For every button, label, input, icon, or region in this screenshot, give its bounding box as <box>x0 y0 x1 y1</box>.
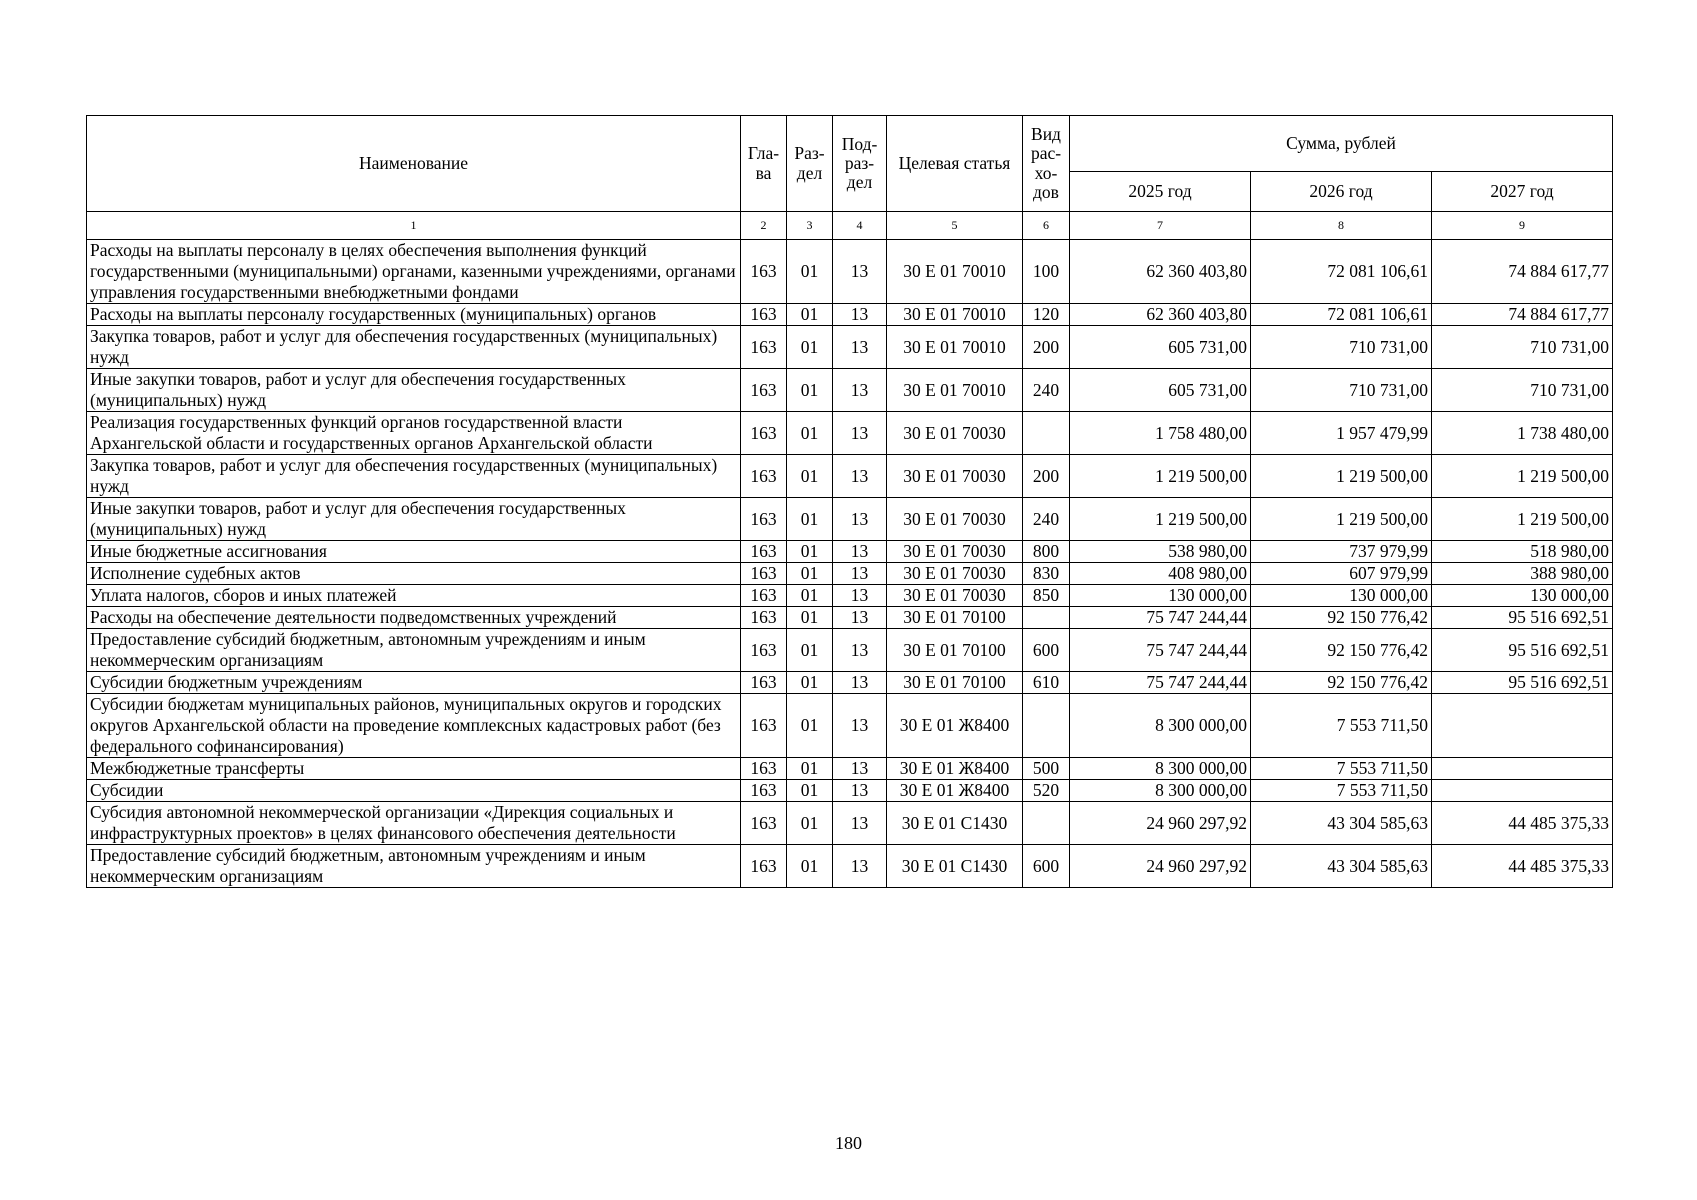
table-row <box>87 455 1613 498</box>
cell-name: Закупка товаров, работ и услуг для обеспечения государственных (муниципальных) нужд <box>87 326 741 369</box>
cell-glava: 163 <box>741 802 787 845</box>
column-number: 8 <box>1251 212 1432 240</box>
cell-razdel: 01 <box>787 369 833 412</box>
cell-vid: 850 <box>1023 585 1070 607</box>
cell-vid <box>1023 412 1070 455</box>
cell-amount-2025: 62 360 403,80 <box>1070 304 1251 326</box>
cell-name: Субсидии бюджетным учреждениям <box>87 672 741 694</box>
cell-name: Межбюджетные трансферты <box>87 758 741 780</box>
table-row <box>87 607 1613 629</box>
cell-amount-2025: 1 219 500,00 <box>1070 498 1251 541</box>
table-row <box>87 498 1613 541</box>
cell-amount-2025: 1 219 500,00 <box>1070 455 1251 498</box>
cell-target: 30 Е 01 С1430 <box>887 845 1023 888</box>
column-number: 9 <box>1432 212 1613 240</box>
cell-amount-2026: 72 081 106,61 <box>1251 240 1432 304</box>
cell-amount-2026: 92 150 776,42 <box>1251 672 1432 694</box>
cell-razdel: 01 <box>787 563 833 585</box>
cell-podrazdel: 13 <box>833 541 887 563</box>
table-row <box>87 758 1613 780</box>
cell-podrazdel: 13 <box>833 758 887 780</box>
cell-vid: 120 <box>1023 304 1070 326</box>
table-row <box>87 304 1613 326</box>
cell-razdel: 01 <box>787 780 833 802</box>
header-vid: Вид рас-хо-дов <box>1023 116 1070 212</box>
cell-amount-2025: 24 960 297,92 <box>1070 802 1251 845</box>
cell-name: Иные закупки товаров, работ и услуг для обеспечения государственных (муниципальных) нужд <box>87 369 741 412</box>
cell-glava: 163 <box>741 304 787 326</box>
table-row <box>87 629 1613 672</box>
cell-razdel: 01 <box>787 240 833 304</box>
column-number: 1 <box>87 212 741 240</box>
cell-glava: 163 <box>741 758 787 780</box>
cell-amount-2026: 43 304 585,63 <box>1251 845 1432 888</box>
header-year-2026: 2026 год <box>1251 172 1432 212</box>
cell-name: Закупка товаров, работ и услуг для обеспечения государственных (муниципальных) нужд <box>87 455 741 498</box>
cell-vid <box>1023 694 1070 758</box>
cell-amount-2026: 130 000,00 <box>1251 585 1432 607</box>
cell-razdel: 01 <box>787 326 833 369</box>
cell-vid: 600 <box>1023 845 1070 888</box>
column-number: 2 <box>741 212 787 240</box>
cell-amount-2026: 43 304 585,63 <box>1251 802 1432 845</box>
cell-target: 30 Е 01 70030 <box>887 498 1023 541</box>
column-number: 5 <box>887 212 1023 240</box>
cell-razdel: 01 <box>787 607 833 629</box>
cell-amount-2027: 74 884 617,77 <box>1432 240 1613 304</box>
cell-glava: 163 <box>741 541 787 563</box>
header-podrazdel: Под-раз-дел <box>833 116 887 212</box>
cell-razdel: 01 <box>787 672 833 694</box>
cell-amount-2025: 75 747 244,44 <box>1070 672 1251 694</box>
table-row <box>87 563 1613 585</box>
table-row <box>87 694 1613 758</box>
column-number: 4 <box>833 212 887 240</box>
cell-target: 30 Е 01 70100 <box>887 629 1023 672</box>
cell-glava: 163 <box>741 845 787 888</box>
cell-target: 30 Е 01 70030 <box>887 563 1023 585</box>
cell-razdel: 01 <box>787 412 833 455</box>
cell-glava: 163 <box>741 694 787 758</box>
cell-razdel: 01 <box>787 541 833 563</box>
table-header <box>87 116 1613 240</box>
cell-podrazdel: 13 <box>833 585 887 607</box>
cell-amount-2026: 7 553 711,50 <box>1251 758 1432 780</box>
cell-razdel: 01 <box>787 629 833 672</box>
cell-amount-2025: 538 980,00 <box>1070 541 1251 563</box>
cell-target: 30 Е 01 70010 <box>887 304 1023 326</box>
cell-amount-2027 <box>1432 758 1613 780</box>
cell-amount-2027: 1 738 480,00 <box>1432 412 1613 455</box>
budget-table <box>86 115 1613 888</box>
cell-amount-2025: 8 300 000,00 <box>1070 780 1251 802</box>
cell-name: Иные бюджетные ассигнования <box>87 541 741 563</box>
cell-vid: 600 <box>1023 629 1070 672</box>
cell-razdel: 01 <box>787 455 833 498</box>
cell-target: 30 Е 01 70010 <box>887 369 1023 412</box>
cell-target: 30 Е 01 70030 <box>887 455 1023 498</box>
cell-podrazdel: 13 <box>833 845 887 888</box>
header-year-2025: 2025 год <box>1070 172 1251 212</box>
cell-amount-2026: 737 979,99 <box>1251 541 1432 563</box>
cell-amount-2026: 710 731,00 <box>1251 326 1432 369</box>
cell-amount-2025: 130 000,00 <box>1070 585 1251 607</box>
cell-amount-2026: 1 957 479,99 <box>1251 412 1432 455</box>
cell-amount-2026: 72 081 106,61 <box>1251 304 1432 326</box>
cell-podrazdel: 13 <box>833 455 887 498</box>
cell-vid: 500 <box>1023 758 1070 780</box>
header-razdel: Раз-дел <box>787 116 833 212</box>
cell-amount-2026: 92 150 776,42 <box>1251 607 1432 629</box>
cell-name: Субсидии бюджетам муниципальных районов, муниципальных округов и городских округов Архангельской области на проведение комплексных кадастровых работ (без федерального софинансирования) <box>87 694 741 758</box>
header-sum: Сумма, рублей <box>1070 116 1613 172</box>
cell-amount-2027: 95 516 692,51 <box>1432 607 1613 629</box>
cell-target: 30 Е 01 70030 <box>887 541 1023 563</box>
cell-target: 30 Е 01 Ж8400 <box>887 780 1023 802</box>
cell-target: 30 Е 01 С1430 <box>887 802 1023 845</box>
cell-podrazdel: 13 <box>833 672 887 694</box>
cell-amount-2025: 75 747 244,44 <box>1070 629 1251 672</box>
cell-amount-2027: 95 516 692,51 <box>1432 629 1613 672</box>
cell-amount-2027: 1 219 500,00 <box>1432 498 1613 541</box>
table-row <box>87 845 1613 888</box>
table-row <box>87 780 1613 802</box>
cell-razdel: 01 <box>787 498 833 541</box>
cell-glava: 163 <box>741 240 787 304</box>
cell-amount-2027: 710 731,00 <box>1432 326 1613 369</box>
column-number: 6 <box>1023 212 1070 240</box>
cell-vid <box>1023 802 1070 845</box>
table-row <box>87 240 1613 304</box>
cell-name: Исполнение судебных актов <box>87 563 741 585</box>
cell-vid: 830 <box>1023 563 1070 585</box>
cell-target: 30 Е 01 Ж8400 <box>887 758 1023 780</box>
cell-amount-2027: 44 485 375,33 <box>1432 845 1613 888</box>
cell-razdel: 01 <box>787 845 833 888</box>
cell-amount-2026: 607 979,99 <box>1251 563 1432 585</box>
cell-vid: 200 <box>1023 455 1070 498</box>
cell-glava: 163 <box>741 455 787 498</box>
cell-vid: 240 <box>1023 369 1070 412</box>
cell-amount-2026: 7 553 711,50 <box>1251 694 1432 758</box>
table-row <box>87 541 1613 563</box>
cell-razdel: 01 <box>787 758 833 780</box>
cell-vid: 100 <box>1023 240 1070 304</box>
cell-name: Реализация государственных функций органов государственной власти Архангельской области и государственных органов Архангельской области <box>87 412 741 455</box>
cell-name: Предоставление субсидий бюджетным, автономным учреждениям и иным некоммерческим организациям <box>87 629 741 672</box>
page-number: 180 <box>835 1133 862 1153</box>
column-number: 7 <box>1070 212 1251 240</box>
cell-vid <box>1023 607 1070 629</box>
cell-amount-2026: 92 150 776,42 <box>1251 629 1432 672</box>
cell-amount-2026: 7 553 711,50 <box>1251 780 1432 802</box>
cell-podrazdel: 13 <box>833 694 887 758</box>
cell-amount-2027: 95 516 692,51 <box>1432 672 1613 694</box>
column-number-row <box>87 212 1613 240</box>
cell-target: 30 Е 01 70010 <box>887 240 1023 304</box>
cell-glava: 163 <box>741 326 787 369</box>
cell-name: Расходы на выплаты персоналу государственных (муниципальных) органов <box>87 304 741 326</box>
cell-podrazdel: 13 <box>833 780 887 802</box>
cell-amount-2025: 8 300 000,00 <box>1070 758 1251 780</box>
cell-podrazdel: 13 <box>833 240 887 304</box>
cell-amount-2027: 388 980,00 <box>1432 563 1613 585</box>
cell-name: Уплата налогов, сборов и иных платежей <box>87 585 741 607</box>
cell-podrazdel: 13 <box>833 326 887 369</box>
table-body <box>87 240 1613 888</box>
cell-glava: 163 <box>741 369 787 412</box>
cell-amount-2027: 44 485 375,33 <box>1432 802 1613 845</box>
cell-amount-2026: 1 219 500,00 <box>1251 498 1432 541</box>
cell-podrazdel: 13 <box>833 607 887 629</box>
cell-glava: 163 <box>741 629 787 672</box>
cell-amount-2025: 408 980,00 <box>1070 563 1251 585</box>
table-row <box>87 326 1613 369</box>
cell-amount-2027: 74 884 617,77 <box>1432 304 1613 326</box>
cell-target: 30 Е 01 70030 <box>887 412 1023 455</box>
cell-amount-2025: 605 731,00 <box>1070 326 1251 369</box>
cell-amount-2025: 62 360 403,80 <box>1070 240 1251 304</box>
cell-amount-2027 <box>1432 694 1613 758</box>
cell-name: Расходы на обеспечение деятельности подведомственных учреждений <box>87 607 741 629</box>
table-row <box>87 802 1613 845</box>
cell-target: 30 Е 01 70100 <box>887 672 1023 694</box>
cell-podrazdel: 13 <box>833 802 887 845</box>
cell-vid: 240 <box>1023 498 1070 541</box>
cell-podrazdel: 13 <box>833 369 887 412</box>
cell-podrazdel: 13 <box>833 304 887 326</box>
cell-name: Субсидии <box>87 780 741 802</box>
cell-amount-2027: 710 731,00 <box>1432 369 1613 412</box>
cell-podrazdel: 13 <box>833 629 887 672</box>
cell-glava: 163 <box>741 607 787 629</box>
cell-amount-2026: 710 731,00 <box>1251 369 1432 412</box>
cell-amount-2025: 24 960 297,92 <box>1070 845 1251 888</box>
cell-podrazdel: 13 <box>833 563 887 585</box>
cell-name: Субсидия автономной некоммерческой организации «Дирекция социальных и инфраструктурных проектов» в целях финансового обеспечения деятельности <box>87 802 741 845</box>
column-number: 3 <box>787 212 833 240</box>
cell-name: Иные закупки товаров, работ и услуг для обеспечения государственных (муниципальных) нужд <box>87 498 741 541</box>
cell-podrazdel: 13 <box>833 412 887 455</box>
cell-glava: 163 <box>741 412 787 455</box>
cell-amount-2025: 1 758 480,00 <box>1070 412 1251 455</box>
cell-glava: 163 <box>741 585 787 607</box>
cell-target: 30 Е 01 70100 <box>887 607 1023 629</box>
cell-target: 30 Е 01 70010 <box>887 326 1023 369</box>
header-year-2027: 2027 год <box>1432 172 1613 212</box>
cell-vid: 800 <box>1023 541 1070 563</box>
cell-amount-2025: 75 747 244,44 <box>1070 607 1251 629</box>
cell-glava: 163 <box>741 672 787 694</box>
cell-amount-2026: 1 219 500,00 <box>1251 455 1432 498</box>
cell-glava: 163 <box>741 498 787 541</box>
cell-vid: 610 <box>1023 672 1070 694</box>
cell-glava: 163 <box>741 780 787 802</box>
cell-vid: 200 <box>1023 326 1070 369</box>
table-row <box>87 585 1613 607</box>
table-row <box>87 672 1613 694</box>
table-row <box>87 412 1613 455</box>
cell-amount-2027 <box>1432 780 1613 802</box>
cell-target: 30 Е 01 Ж8400 <box>887 694 1023 758</box>
header-name: Наименование <box>87 116 741 212</box>
cell-vid: 520 <box>1023 780 1070 802</box>
cell-razdel: 01 <box>787 694 833 758</box>
cell-amount-2027: 1 219 500,00 <box>1432 455 1613 498</box>
cell-amount-2027: 518 980,00 <box>1432 541 1613 563</box>
cell-podrazdel: 13 <box>833 498 887 541</box>
cell-amount-2025: 605 731,00 <box>1070 369 1251 412</box>
cell-name: Расходы на выплаты персоналу в целях обеспечения выполнения функций государственными (муниципальными) органами, казенными учреждениями, органами управления государственными внебюджетными фондами <box>87 240 741 304</box>
cell-glava: 163 <box>741 563 787 585</box>
cell-target: 30 Е 01 70030 <box>887 585 1023 607</box>
cell-name: Предоставление субсидий бюджетным, автономным учреждениям и иным некоммерческим организациям <box>87 845 741 888</box>
cell-amount-2027: 130 000,00 <box>1432 585 1613 607</box>
header-target: Целевая статья <box>887 116 1023 212</box>
header-glava: Гла-ва <box>741 116 787 212</box>
cell-razdel: 01 <box>787 304 833 326</box>
cell-razdel: 01 <box>787 802 833 845</box>
cell-amount-2025: 8 300 000,00 <box>1070 694 1251 758</box>
table-row <box>87 369 1613 412</box>
cell-razdel: 01 <box>787 585 833 607</box>
